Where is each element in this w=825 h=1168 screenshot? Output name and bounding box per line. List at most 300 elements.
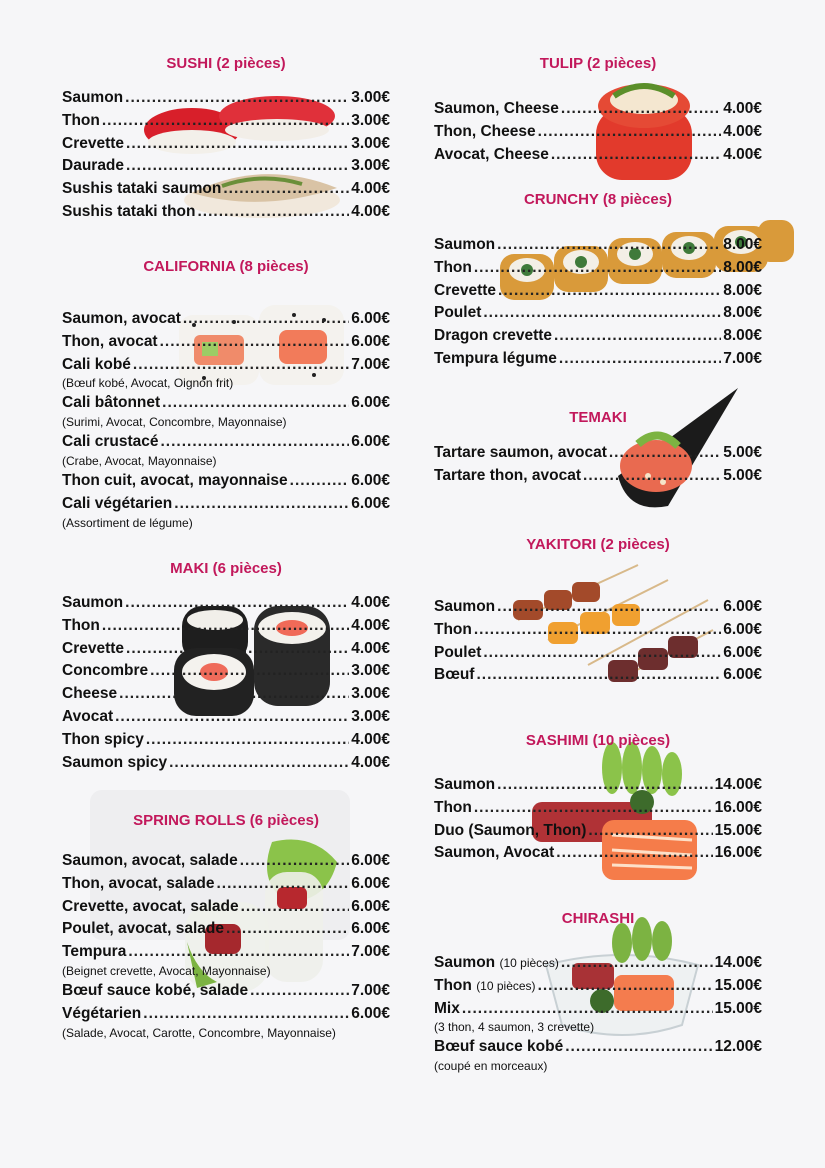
item-name-wrap [62, 133, 124, 156]
menu-item-row [434, 121, 762, 144]
dot-leader [474, 797, 713, 820]
dot-leader [162, 392, 349, 415]
menu-item-row [434, 619, 762, 642]
dot-leader [146, 729, 349, 752]
section-yakitori [434, 534, 762, 687]
dot-leader [554, 325, 721, 348]
item-name-wrap [434, 797, 472, 820]
item-list [434, 98, 762, 166]
dot-leader [476, 664, 721, 687]
menu-item [62, 638, 390, 661]
item-name-wrap [62, 392, 160, 415]
menu-item-row [62, 87, 390, 110]
item-name: Duo (Saumon, Thon) [434, 821, 587, 839]
item-list [434, 596, 762, 687]
dot-leader [559, 348, 721, 371]
item-price: 6.00€ [723, 620, 762, 638]
dot-leader [474, 257, 721, 280]
item-name: Thon [62, 616, 100, 634]
dot-leader [150, 660, 349, 683]
item-price: 8.00€ [723, 281, 762, 299]
item-name-wrap [62, 873, 214, 896]
item-price: 3.00€ [351, 89, 390, 106]
menu-item-row [62, 470, 390, 493]
item-list [434, 952, 762, 1075]
item-name: Crevette [62, 134, 125, 152]
item-name-wrap [62, 470, 288, 493]
item-description: (Surimi, Avocat, Concombre, Mayonnaise) [62, 415, 287, 430]
dot-leader [223, 178, 349, 201]
menu-item [62, 896, 390, 919]
section-title: CALIFORNIA (8 pièces) [143, 258, 309, 275]
item-name: Thon [62, 111, 100, 129]
menu-item-row [62, 354, 390, 377]
item-name-wrap [434, 952, 559, 975]
menu-item [434, 1036, 762, 1075]
section-title: TULIP (2 pièces) [539, 55, 657, 72]
item-price: 3.00€ [351, 707, 390, 725]
menu-item [434, 952, 762, 975]
item-list [434, 774, 762, 865]
menu-item [62, 133, 390, 156]
item-name-wrap [62, 493, 172, 516]
item-list [62, 308, 390, 532]
item-name-wrap [434, 144, 549, 167]
item-name-wrap [434, 302, 481, 325]
dot-leader [483, 302, 721, 325]
item-price: 7.00€ [351, 943, 390, 961]
section-tulip [434, 53, 762, 166]
item-name-wrap [62, 941, 126, 964]
item-name: Saumon [434, 954, 496, 971]
item-name: Tartare saumon, avocat [434, 444, 607, 461]
item-price: 4.00€ [351, 180, 390, 198]
menu-item-row [62, 873, 390, 896]
item-price: 6.00€ [351, 332, 390, 350]
item-price: 7.00€ [723, 349, 762, 367]
item-price: 6.00€ [351, 874, 390, 892]
item-name-wrap [62, 110, 100, 133]
menu-item [62, 941, 390, 980]
item-name-wrap [62, 706, 113, 729]
item-name: Daurade [62, 157, 125, 175]
item-name-wrap [62, 896, 239, 919]
item-name-wrap [62, 155, 124, 178]
menu-item [434, 348, 762, 371]
dot-leader [565, 1036, 712, 1059]
dot-leader [183, 308, 349, 331]
menu-item-row [434, 642, 762, 665]
item-price: 3.00€ [351, 111, 390, 129]
menu-item-row [62, 638, 390, 661]
item-price: 3.00€ [351, 157, 390, 175]
dot-leader [126, 133, 349, 156]
menu-item-row [62, 308, 390, 331]
dot-leader [133, 354, 349, 377]
item-price: 14.00€ [714, 776, 762, 793]
item-price: 5.00€ [723, 444, 762, 461]
item-name: Saumon [62, 89, 124, 106]
menu-item [434, 664, 762, 687]
section-title: SPRING ROLLS (6 pièces) [133, 812, 319, 829]
menu-item [62, 615, 390, 638]
item-name-wrap [434, 1036, 563, 1059]
menu-item-row [434, 280, 762, 303]
menu-item-row [434, 1036, 762, 1059]
item-description: (Assortiment de légume) [62, 515, 193, 530]
dot-leader [497, 596, 721, 619]
menu-item-row [434, 975, 762, 998]
item-name: Saumon, Cheese [434, 100, 559, 117]
item-name-wrap [434, 121, 536, 144]
item-name-wrap [434, 234, 495, 257]
item-name: Bœuf sauce kobé, salade [62, 981, 249, 999]
menu-item [434, 820, 762, 843]
item-name-wrap [62, 1003, 141, 1026]
item-name: Thon [434, 258, 472, 276]
menu-item [62, 1003, 390, 1042]
menu-item [62, 354, 390, 393]
item-name: Thon, Cheese [434, 122, 536, 140]
item-list [62, 592, 390, 774]
item-name-wrap [62, 729, 144, 752]
dot-leader [556, 842, 712, 865]
dot-leader [102, 110, 349, 133]
dot-leader [588, 820, 712, 843]
item-price: 3.00€ [351, 134, 390, 152]
menu-item-row [434, 797, 762, 820]
item-name: Sushis tataki thon [62, 202, 196, 220]
section-sashimi [434, 730, 762, 865]
menu-item [62, 201, 390, 224]
menu-item-row [62, 850, 390, 873]
dot-leader [169, 752, 349, 775]
menu-item-row [434, 664, 762, 687]
item-name: Bœuf [434, 666, 475, 684]
item-name-wrap [62, 592, 123, 615]
item-price: 16.00€ [714, 844, 762, 862]
item-name: Poulet [434, 643, 482, 661]
section-title: SASHIMI (10 pièces) [525, 732, 671, 749]
menu-item [434, 280, 762, 303]
item-price: 6.00€ [351, 852, 390, 869]
item-description: (Salade, Avocat, Carotte, Concombre, Mayonnaise) [62, 1025, 336, 1040]
menu-item [62, 706, 390, 729]
item-list [434, 234, 762, 371]
item-price: 6.00€ [351, 920, 390, 938]
item-list [62, 87, 390, 224]
menu-item [62, 470, 390, 493]
item-name: Crevette [434, 281, 497, 299]
menu-item [62, 87, 390, 110]
item-price: 6.00€ [351, 471, 390, 489]
dot-leader [160, 331, 350, 354]
item-name: Bœuf sauce kobé [434, 1038, 564, 1056]
item-name: Dragon crevette [434, 327, 553, 345]
section-title: CRUNCHY (8 pièces) [523, 191, 673, 208]
item-price: 16.00€ [714, 798, 762, 816]
section-title: TEMAKI [569, 409, 627, 426]
section-title: MAKI (6 pièces) [170, 560, 282, 577]
item-name: Crevette, avocat, salade [62, 897, 239, 915]
item-name: Tartare thon, avocat [434, 466, 582, 484]
dot-leader [497, 234, 721, 257]
dot-leader [143, 1003, 349, 1026]
menu-item-row [62, 155, 390, 178]
menu-item-row [434, 952, 762, 975]
item-name-wrap [62, 354, 131, 377]
item-name-wrap [434, 842, 554, 865]
item-name: Tempura légume [434, 349, 557, 367]
section-temaki [434, 407, 762, 488]
item-price: 4.00€ [351, 753, 390, 771]
dot-leader [583, 465, 721, 488]
menu-item-row [62, 493, 390, 516]
dot-leader [115, 706, 349, 729]
dot-leader [561, 98, 721, 121]
item-name: Poulet [434, 304, 482, 322]
item-price: 4.00€ [351, 639, 390, 657]
menu-item-row [434, 596, 762, 619]
item-name-wrap [434, 442, 607, 465]
dot-leader [125, 592, 349, 615]
menu-item-row [434, 820, 762, 843]
item-name: Tempura [62, 943, 127, 961]
item-name-wrap [434, 774, 495, 797]
item-name-wrap [434, 280, 496, 303]
menu-item-row [62, 706, 390, 729]
item-list [434, 442, 762, 488]
item-description: (Bœuf kobé, Avocat, Oignon frit) [62, 376, 234, 391]
menu-item [434, 121, 762, 144]
item-name-wrap [62, 980, 248, 1003]
section-title: CHIRASHI [561, 910, 635, 927]
item-name: Avocat, Cheese [434, 145, 549, 163]
section-title: YAKITORI (2 pièces) [526, 536, 670, 553]
item-name-wrap [62, 683, 117, 706]
item-price: 6.00€ [723, 666, 762, 684]
item-name: Poulet, avocat, salade [62, 920, 224, 938]
menu-item-row [62, 592, 390, 615]
item-name-wrap [434, 820, 586, 843]
item-name: Thon, avocat, salade [62, 874, 215, 892]
item-name-wrap [62, 918, 224, 941]
item-name: Thon [434, 620, 472, 638]
item-name: Végétarien [62, 1004, 142, 1022]
dot-leader [551, 144, 721, 167]
dot-leader [483, 642, 721, 665]
menu-item [434, 234, 762, 257]
menu-item [62, 392, 390, 431]
item-name-wrap [434, 257, 472, 280]
dot-leader [198, 201, 350, 224]
item-price: 8.00€ [723, 236, 762, 253]
item-name: Cheese [62, 685, 118, 703]
item-price: 8.00€ [723, 327, 762, 345]
menu-item [62, 683, 390, 706]
item-price: 15.00€ [714, 976, 762, 994]
dot-leader [125, 87, 349, 110]
dot-leader [561, 952, 713, 975]
item-price: 4.00€ [723, 122, 762, 140]
item-price: 5.00€ [723, 466, 762, 484]
section-sushi [62, 53, 390, 224]
dot-leader [126, 638, 349, 661]
item-name-wrap [434, 596, 495, 619]
dot-leader [498, 280, 721, 303]
menu-item [434, 619, 762, 642]
dot-leader [226, 918, 349, 941]
item-name-wrap [62, 638, 124, 661]
item-price: 4.00€ [723, 100, 762, 117]
item-price: 7.00€ [351, 981, 390, 999]
item-price: 3.00€ [351, 685, 390, 703]
menu-item-row [434, 774, 762, 797]
menu-item-row [62, 392, 390, 415]
menu-item-row [62, 431, 390, 454]
item-name-wrap [434, 642, 481, 665]
menu-item-row [434, 144, 762, 167]
item-name: Cali kobé [62, 355, 131, 373]
menu-item-row [434, 348, 762, 371]
dot-leader [250, 980, 349, 1003]
item-price: 4.00€ [351, 616, 390, 634]
menu-item-row [62, 133, 390, 156]
menu-item-row [62, 941, 390, 964]
menu-item [62, 980, 390, 1003]
section-title: SUSHI (2 pièces) [166, 55, 286, 72]
menu-item [434, 302, 762, 325]
item-name: Saumon, avocat [62, 310, 181, 327]
menu-item [62, 660, 390, 683]
item-name: Thon cuit, avocat, mayonnaise [62, 471, 288, 489]
item-note: (10 pièces) [476, 978, 536, 993]
item-price: 7.00€ [351, 355, 390, 373]
item-name: Cali végétarien [62, 494, 173, 512]
item-description: (Crabe, Avocat, Mayonnaise) [62, 453, 217, 468]
menu-item-row [62, 331, 390, 354]
item-price: 6.00€ [351, 494, 390, 512]
item-price: 6.00€ [351, 394, 390, 412]
menu-item-row [62, 896, 390, 919]
item-name: Saumon [434, 776, 496, 793]
item-name: Cali bâtonnet [62, 394, 161, 412]
item-name-wrap [434, 998, 460, 1021]
dot-leader [538, 975, 713, 998]
menu-item [62, 729, 390, 752]
menu-item-row [434, 442, 762, 465]
item-name: Thon, avocat [62, 332, 158, 350]
item-name-wrap [434, 619, 472, 642]
item-price: 6.00€ [723, 598, 762, 615]
item-name-wrap [62, 431, 159, 454]
menu-item [62, 331, 390, 354]
item-price: 4.00€ [351, 730, 390, 748]
section-california [62, 256, 390, 532]
dot-leader [241, 896, 350, 919]
dot-leader [216, 873, 349, 896]
menu-item-row [62, 683, 390, 706]
item-name-wrap [62, 178, 221, 201]
item-price: 8.00€ [723, 258, 762, 276]
item-name-wrap [434, 664, 474, 687]
dot-leader [462, 998, 713, 1021]
item-name: Thon spicy [62, 730, 144, 748]
menu-item-row [434, 302, 762, 325]
menu-item-row [62, 660, 390, 683]
item-price: 4.00€ [351, 594, 390, 611]
item-name: Saumon spicy [62, 753, 168, 771]
menu-item [62, 178, 390, 201]
menu-item [434, 774, 762, 797]
dot-leader [474, 619, 721, 642]
item-name-wrap [62, 850, 238, 873]
item-description: (coupé en morceaux) [434, 1059, 548, 1074]
dot-leader [290, 470, 350, 493]
menu-item [62, 592, 390, 615]
item-name-wrap [434, 465, 581, 488]
item-name-wrap [434, 325, 552, 348]
menu-item [62, 155, 390, 178]
menu-item [62, 752, 390, 775]
item-name: Saumon [434, 598, 496, 615]
menu-item-row [434, 98, 762, 121]
menu-item [62, 918, 390, 941]
menu-item [62, 431, 390, 470]
item-name: Crevette [62, 639, 125, 657]
item-name: Saumon [62, 594, 124, 611]
item-name-wrap [62, 331, 158, 354]
menu-item-row [62, 980, 390, 1003]
dot-leader [126, 155, 349, 178]
item-price: 15.00€ [714, 821, 762, 839]
menu-item [434, 975, 762, 998]
item-name: Saumon [434, 236, 496, 253]
item-name-wrap [434, 975, 536, 998]
item-price: 3.00€ [351, 662, 390, 680]
menu-item [434, 325, 762, 348]
item-price: 8.00€ [723, 304, 762, 322]
menu-item-row [434, 234, 762, 257]
dot-leader [119, 683, 349, 706]
item-price: 6.00€ [351, 310, 390, 327]
item-price: 6.00€ [351, 1004, 390, 1022]
menu-item [434, 596, 762, 619]
menu-item-row [434, 325, 762, 348]
dot-leader [128, 941, 349, 964]
item-name: Thon [434, 976, 472, 994]
menu-item [434, 642, 762, 665]
item-price: 14.00€ [714, 954, 762, 971]
item-list [62, 850, 390, 1042]
menu-item-row [62, 729, 390, 752]
menu-item-row [434, 842, 762, 865]
item-name-wrap [434, 98, 559, 121]
menu-item-row [434, 465, 762, 488]
menu-item [434, 257, 762, 280]
menu-item-row [62, 110, 390, 133]
item-price: 4.00€ [351, 202, 390, 220]
dot-leader [538, 121, 722, 144]
item-name: Concombre [62, 662, 149, 680]
item-name-wrap [62, 752, 167, 775]
dot-leader [161, 431, 350, 454]
item-name-wrap [62, 615, 100, 638]
item-name: Mix [434, 999, 460, 1017]
item-name-wrap [434, 348, 557, 371]
item-name-wrap [62, 87, 123, 110]
dot-leader [497, 774, 712, 797]
